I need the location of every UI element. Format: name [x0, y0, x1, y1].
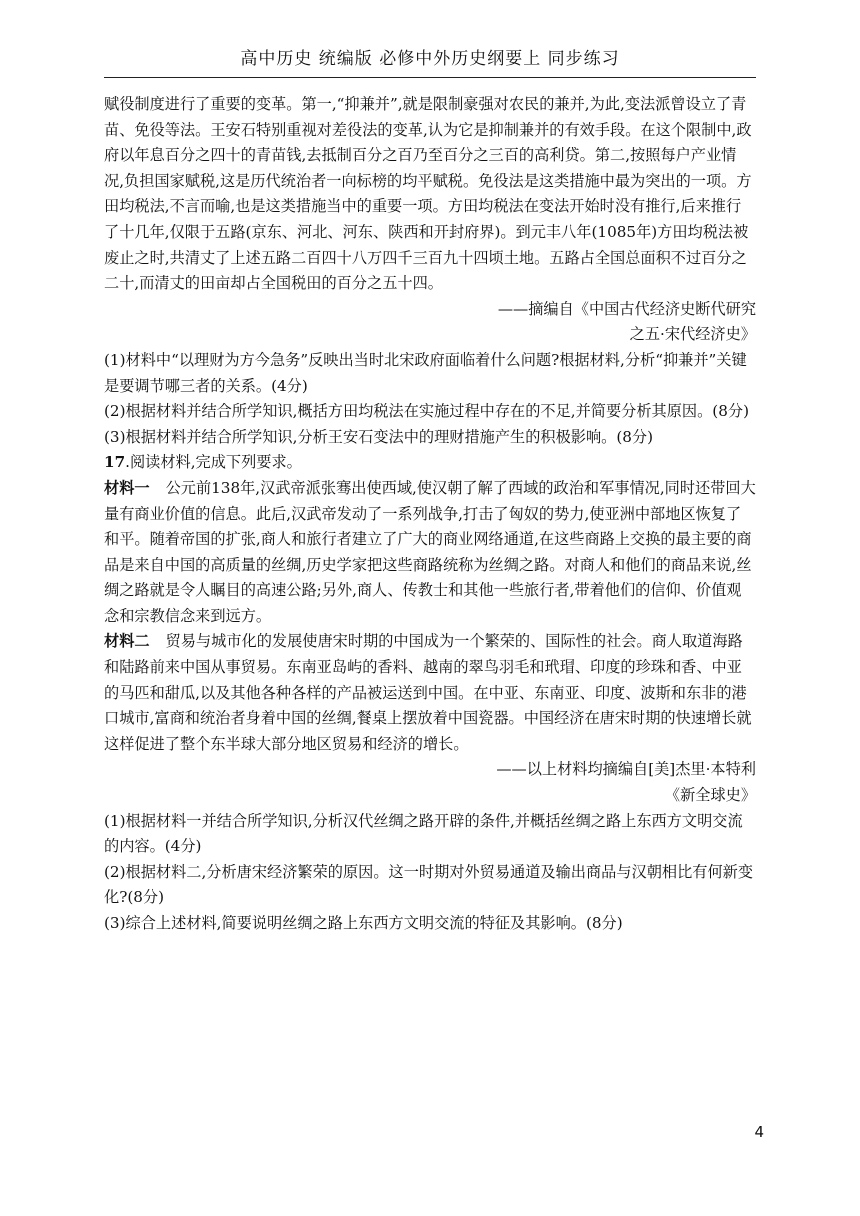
q17-source-line2: 《新全球史》 [664, 786, 756, 805]
q17-source-line1: ——以上材料均摘编自[美]杰里·本特利 [496, 760, 756, 779]
q16-question-1: (1)材料中“以理财为方今急务”反映出当时北宋政府面临着什么问题?根据材料,分析“抑兼并”关键是要调节哪三者的关系。(4分) [104, 350, 747, 395]
page-number: 4 [754, 1123, 764, 1141]
q17-stem [104, 450, 756, 476]
q17-material1-text: 公元前138年,汉武帝派张骞出使西域,使汉朝了解了西域的政治和军事情况,同时还带回大量有商业价值的信息。此后,汉武帝发动了一系列战争,打击了匈奴的势力,使亚洲中部地区恢复了和平。随着帝国的扩张,商人和旅行者建立了广大的商业网络通道,在这些商路上交换的最主要的商品是来自中国的高质量的丝绸,历史学家把这些商路统称为丝绸之路。对商人和他们的商品来说,丝绸之路就是令人瞩目的高速公路;另外,商人、传教士和其他一些旅行者,带着他们的信仰、价值观念和宗教信念来到远方。 [104, 478, 756, 625]
q17-material2-label: 材料二 [104, 632, 150, 651]
q16-question-3: (3)根据材料并结合所学知识,分析王安石变法中的理财措施产生的积极影响。(8分) [104, 427, 654, 446]
q16-source-line1: ——摘编自《中国古代经济史断代研究 [497, 299, 756, 318]
q17-question-3: (3)综合上述材料,简要说明丝绸之路上东西方文明交流的特征及其影响。(8分) [104, 914, 623, 932]
q16-source-line2: 之五·宋代经济史》 [629, 325, 756, 344]
q17-material2 [104, 629, 756, 757]
page-header: 高中历史 统编版 必修中外历史纲要上 同步练习 [240, 49, 620, 69]
q17-number: 17 [104, 453, 126, 472]
q16-material-text: 赋役制度进行了重要的变革。第一,“抑兼并”,就是限制豪强对农民的兼并,为此,变法派曾设立了青苗、免役等法。王安石特别重视对差役法的变革,认为它是抑制兼并的有效手段。在这个限制中,政府以年息百分之四十的青苗钱,去抵制百分之百乃至百分之三百的高利贷。第二,按照每户产业情况,负担国家赋税,这是历代统治者一向标榜的均平赋税。免役法是这类措施中最为突出的一项。方田均税法,不言而喻,也是这类措施当中的重要一项。方田均税法在变法开始时没有推行,后来推行了十几年,仅限于五路(京东、河北、河东、陕西和开封府界)。到元丰八年(1085年)方田均税法被废止之时,共清丈了上述五路二百四十八万四千三百九十四顷土地。五路占全国总面积不过百分之二十,而清丈的田亩却占全国税田的百分之五十四。 [104, 95, 752, 293]
q17-material1-label: 材料一 [104, 478, 150, 497]
q17-material2-text: 贸易与城市化的发展使唐宋时期的中国成为一个繁荣的、国际性的社会。商人取道海路和陆路前来中国从事贸易。东南亚岛屿的香料、越南的翠鸟羽毛和玳瑁、印度的珍珠和香、中亚的马匹和甜瓜,以及其他各种各样的产品被运送到中国。在中亚、东南亚、印度、波斯和东非的港口城市,富商和统治者身着中国的丝绸,餐桌上摆放着中国瓷器。中国经济在唐宋时期的快速增长就这样促进了整个东半球大部分地区贸易和经济的增长。 [104, 632, 752, 753]
q17-material1 [104, 476, 756, 630]
q17-question-2: (2)根据材料二,分析唐宋经济繁荣的原因。这一时期对外贸易通道及输出商品与汉朝相比有何新变化?(8分) [104, 862, 754, 907]
q17-stem-text: .阅读材料,完成下列要求。 [125, 453, 302, 472]
header-divider [104, 77, 756, 78]
q17-question-1: (1)根据材料一并结合所学知识,分析汉代丝绸之路开辟的条件,并概括丝绸之路上东西方文明交流的内容。(4分) [104, 811, 743, 856]
q16-question-2: (2)根据材料并结合所学知识,概括方田均税法在实施过程中存在的不足,并简要分析其原因。(8分) [104, 402, 749, 421]
page-content [104, 92, 756, 937]
